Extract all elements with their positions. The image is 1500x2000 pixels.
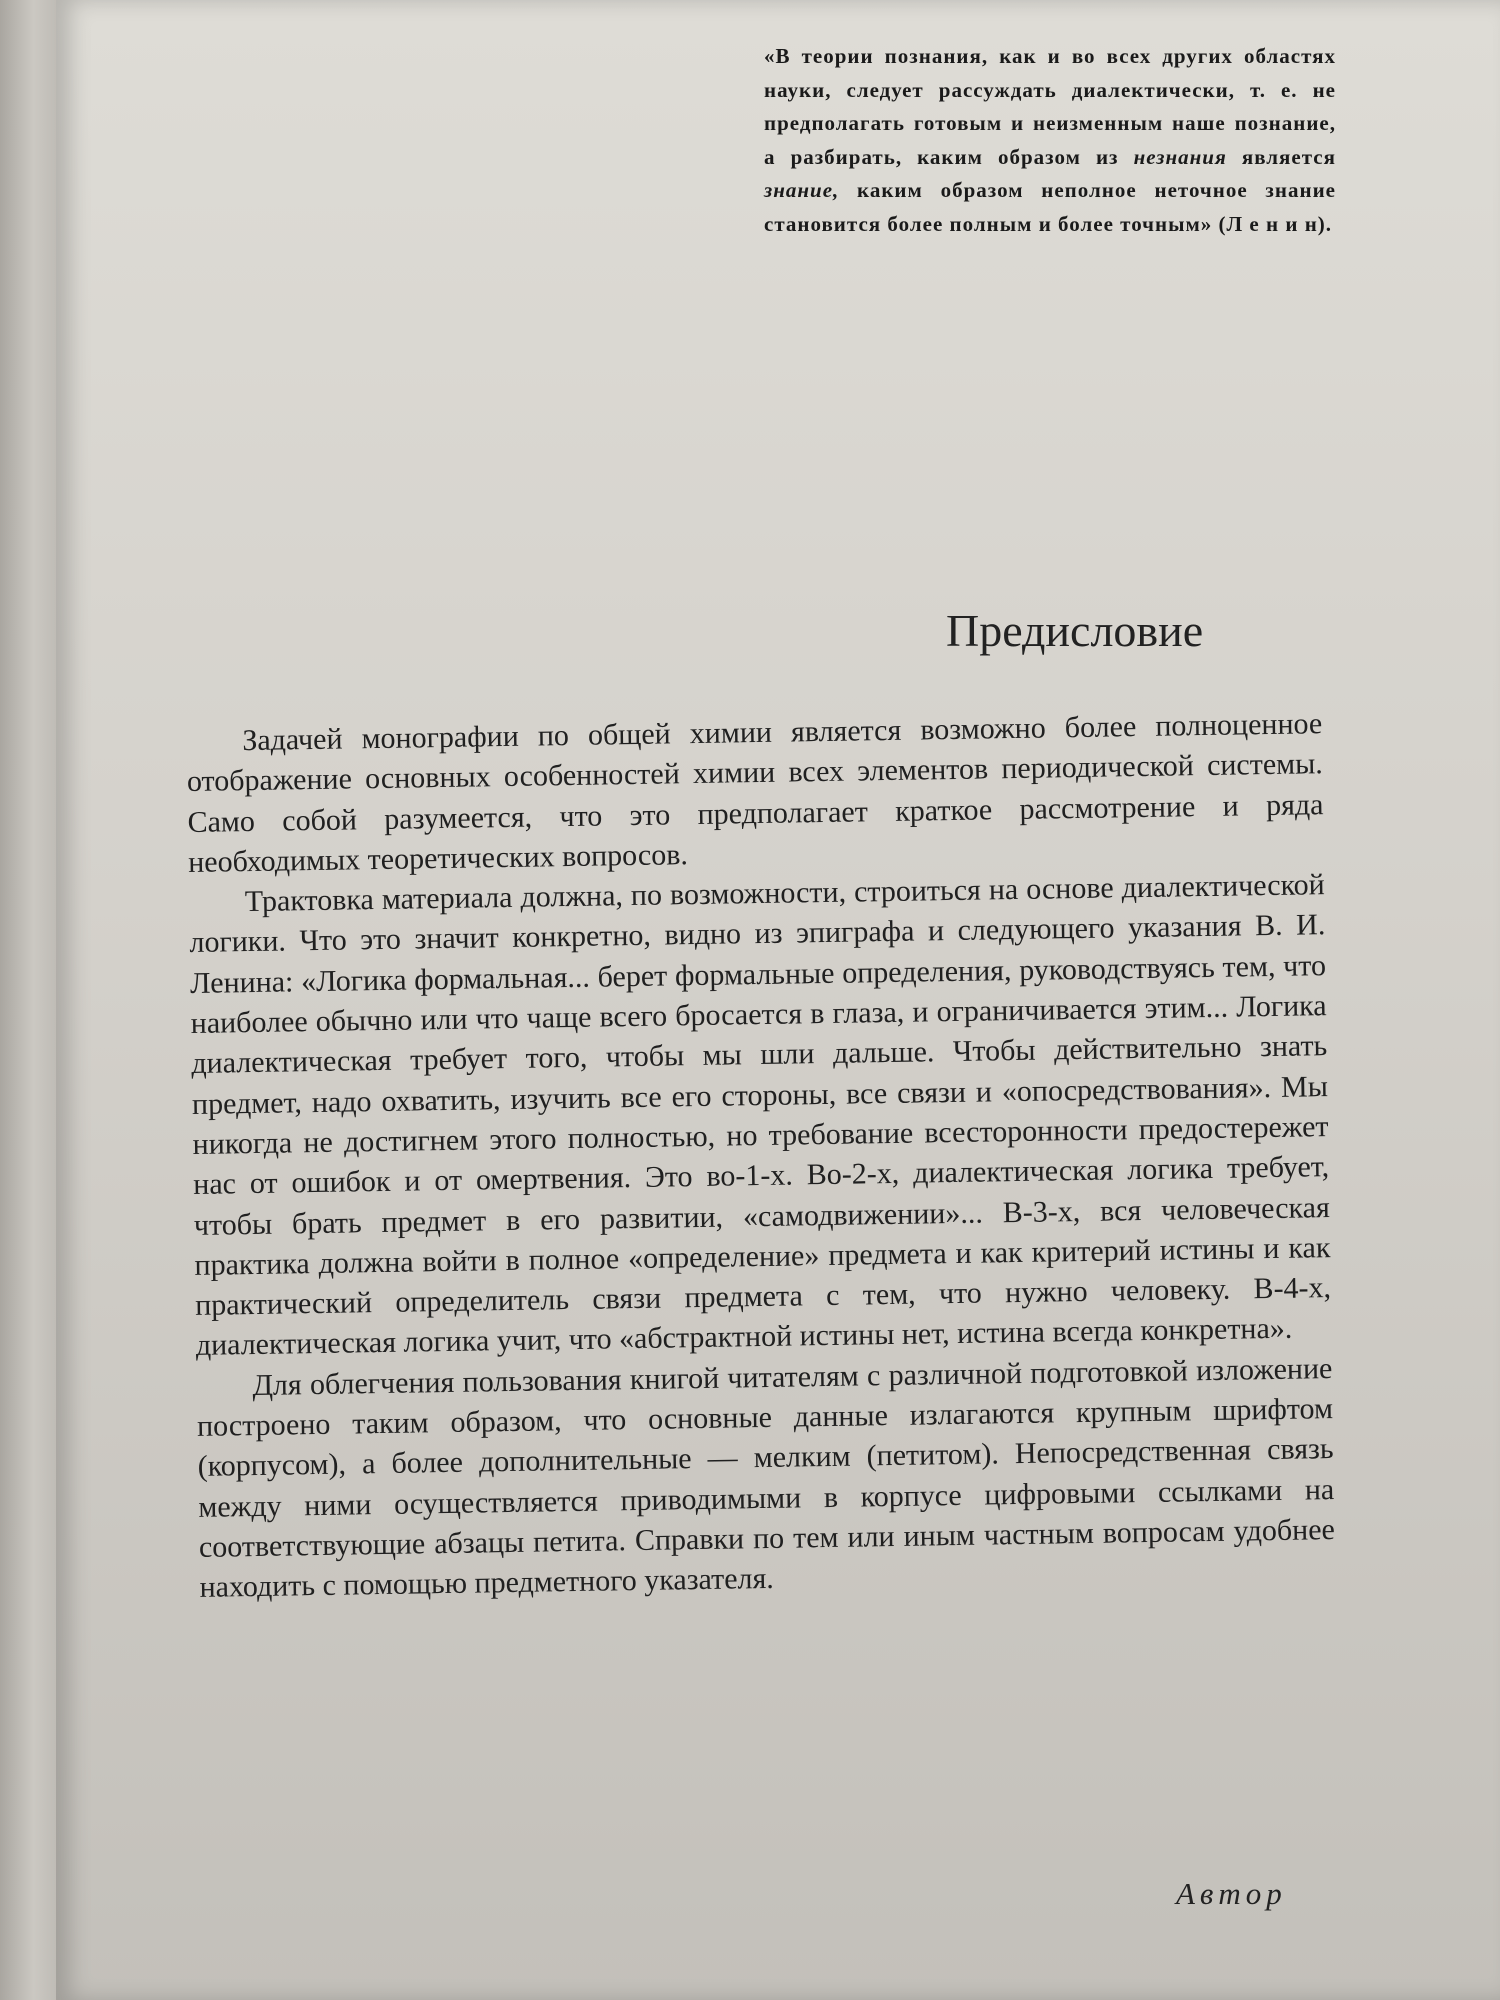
preface-paragraph-1: Задачей монографии по общей химии является возможно более полноценное отображение основных особенностей химии всех элементов периодической системы. Само собой разумеется, что это предполагает краткое рассмотрение и ряда необходимых теоретических вопросов. [186,707,1324,879]
epigraph-text-1: «В теории познания, как и во всех других областях науки, следует рассуждать диалектически, т. е. не предполагать готовым и неизменным наше познание, а разбирать, каким образом из [764,44,1336,169]
book-spine-shadow [0,0,56,2000]
preface-body [186,704,1336,1608]
epigraph-quote [764,40,1336,241]
epigraph-emphasis-2: знание, [764,178,840,202]
epigraph-text-3: каким образом неполное неточное знание становится более полным и более точным» (Л е н и н). [764,178,1336,236]
preface-paragraph-2: Трактовка материала должна, по возможности, строиться на основе диалектической логики. Что это значит конкретно, видно из эпиграфа и следующего указания В. И. Ленина: «Логика формальная... берет формальные определения, руководствуясь тем, что наиболее обычно или что чаще всего бросается в глаза, и ограничивается этим... Логика диалектическая требует того, чтобы мы шли дальше. Чтобы действительно знать предмет, надо охватить, изучить все его стороны, все связи и «опосредствования». Мы никогда не достигнем этого полностью, но требование всесторонности предостережет нас от ошибок и от омертвения. Это во-1-х. Во-2-х, диалектическая логика требует, чтобы брать предмет в его развитии, «самодвижении»... В-3-х, вся человеческая практика должна войти в полное «определение» предмета и как критерий истины и как практический определитель связи предмета с тем, что нужно человеку. В-4-х, диалектическая логика учит, что «абстрактной истины нет, истина всегда конкретна». [189,868,1332,1363]
epigraph [764,40,1336,241]
epigraph-emphasis-1: незнания [1133,144,1227,169]
preface-paragraph-3: Для облегчения пользования книгой читателям с различной подготовкой изложение построено таким образом, что основные данные излагаются крупным шрифтом (корпусом), а более дополнительные — мелким (петитом). Непосредственная связь между ними осуществляется приводимыми в корпусе цифровыми ссылками на соответствующие абзацы петита. Справки по тем или иным частным вопросам удобнее находить с помощью предметного указателя. [196,1351,1336,1605]
preface-title: Предисловие [946,605,1204,656]
epigraph-text-2: является [1226,144,1336,169]
author-signature: Автор [1176,1876,1287,1911]
